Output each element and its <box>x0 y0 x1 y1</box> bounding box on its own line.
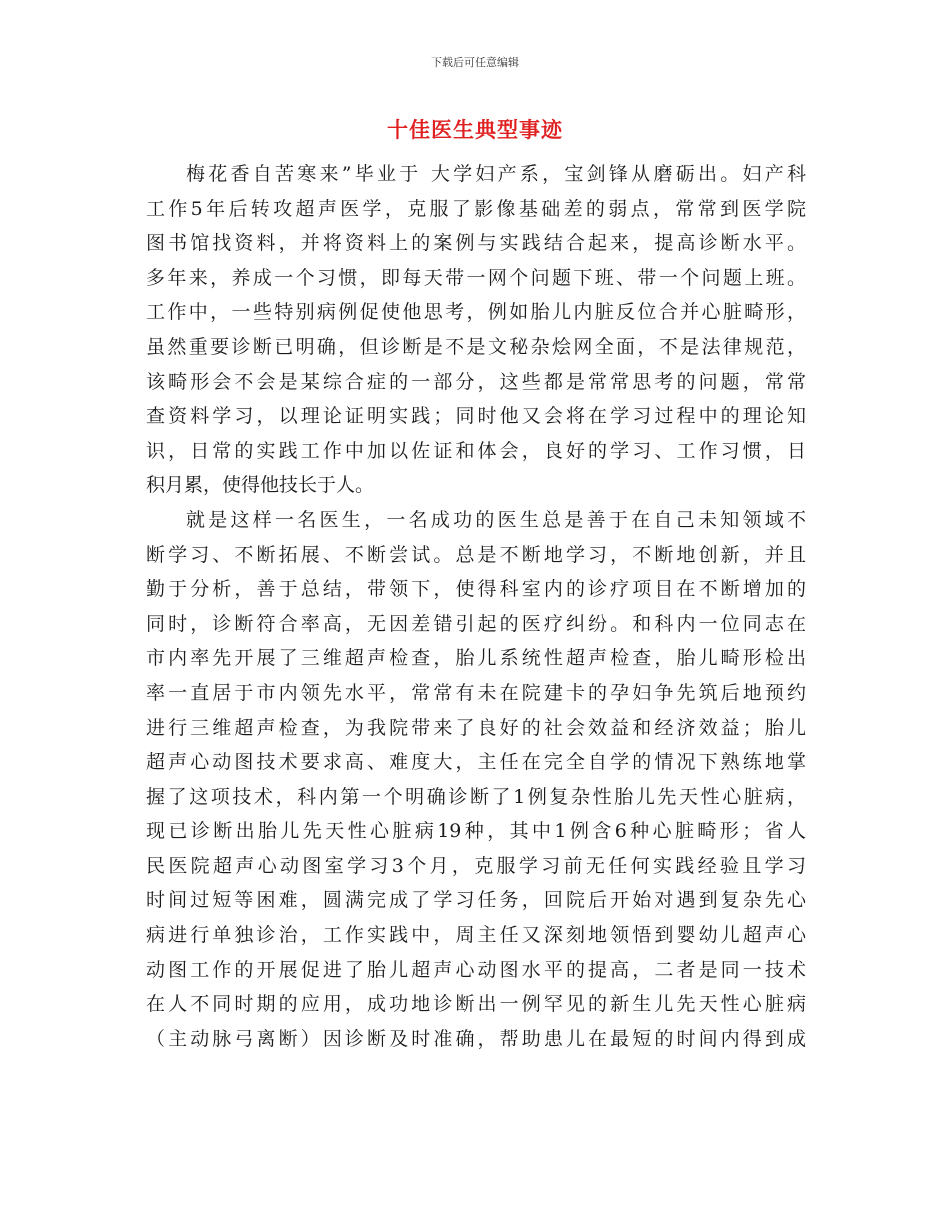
text-line: （主动脉弓离断）因诊断及时准确，帮助患儿在最短的时间内得到成 <box>146 1027 806 1050</box>
text-line: 积月累，使得他技长于人。 <box>146 474 375 497</box>
text-line: 就是这样一名医生，一名成功的医生总是善于在自己未知领域不 <box>186 508 806 531</box>
text-line: 该畸形会不会是某综合症的一部分，这些都是常常思考的问题，常常 <box>146 370 806 393</box>
text-line: 勤于分析，善于总结，带领下，使得科室内的诊疗项目在不断增加的 <box>146 578 806 601</box>
text-line: 工作中，一些特别病例促使他思考，例如胎儿内脏反位合并心脏畸形， <box>146 301 806 324</box>
text-line: 梅花香自苦寒来”毕业于 大学妇产系，宝剑锋从磨砺出。妇产科 <box>186 163 806 185</box>
text-line: 多年来，养成一个习惯，即每天带一网个问题下班、带一个问题上班。 <box>146 266 806 289</box>
text-line: 在人不同时期的应用，成功地诊断出一例罕见的新生儿先天性心脏病 <box>146 993 806 1016</box>
text-line: 市内率先开展了三维超声检查，胎儿系统性超声检查，胎儿畸形检出 <box>146 647 806 670</box>
text-line: 病进行单独诊治，工作实践中，周主任又深刻地领悟到婴幼儿超声心 <box>146 924 806 947</box>
document-body <box>146 157 806 1056</box>
text-line: 工作5年后转攻超声医学，克服了影像基础差的弱点，常常到医学院 <box>146 197 806 220</box>
text-line: 识，日常的实践工作中加以佐证和体会，良好的学习、工作习惯，日 <box>146 439 806 462</box>
text-line: 虽然重要诊断已明确，但诊断是不是文秘杂烩网全面，不是法律规范， <box>146 335 806 358</box>
text-line: 查资料学习，以理论证明实践；同时他又会将在学习过程中的理论知 <box>146 405 806 428</box>
page-header-note: 下载后可任意编辑 <box>431 56 519 69</box>
text-line: 断学习、不断拓展、不断尝试。总是不断地学习，不断地创新，并且 <box>146 543 806 566</box>
text-line: 现已诊断出胎儿先天性心脏病19种，其中1例含6种心脏畸形；省人 <box>146 820 806 843</box>
text-line: 图书馆找资料，并将资料上的案例与实践结合起来，提高诊断水平。 <box>146 232 806 255</box>
text-line: 进行三维超声检查，为我院带来了良好的社会效益和经济效益；胎儿 <box>146 716 806 739</box>
text-line: 超声心动图技术要求高、难度大，主任在完全自学的情况下熟练地掌 <box>146 751 806 774</box>
text-line: 率一直居于市内领先水平，常常有未在院建卡的孕妇争先筑后地预约 <box>146 681 806 704</box>
text-line: 动图工作的开展促进了胎儿超声心动图水平的提高，二者是同一技术 <box>146 958 806 981</box>
text-line: 民医院超声心动图室学习3个月，克服学习前无任何实践经验且学习 <box>146 854 806 877</box>
document-title: 十佳医生典型事迹 <box>387 118 563 142</box>
text-line: 握了这项技术，科内第一个明确诊断了1例复杂性胎儿先天性心脏病， <box>146 785 806 808</box>
text-line: 时间过短等困难，圆满完成了学习任务，回院后开始对遇到复杂先心 <box>146 889 806 912</box>
text-line: 同时，诊断符合率高，无因差错引起的医疗纠纷。和科内一位同志在 <box>146 612 806 635</box>
